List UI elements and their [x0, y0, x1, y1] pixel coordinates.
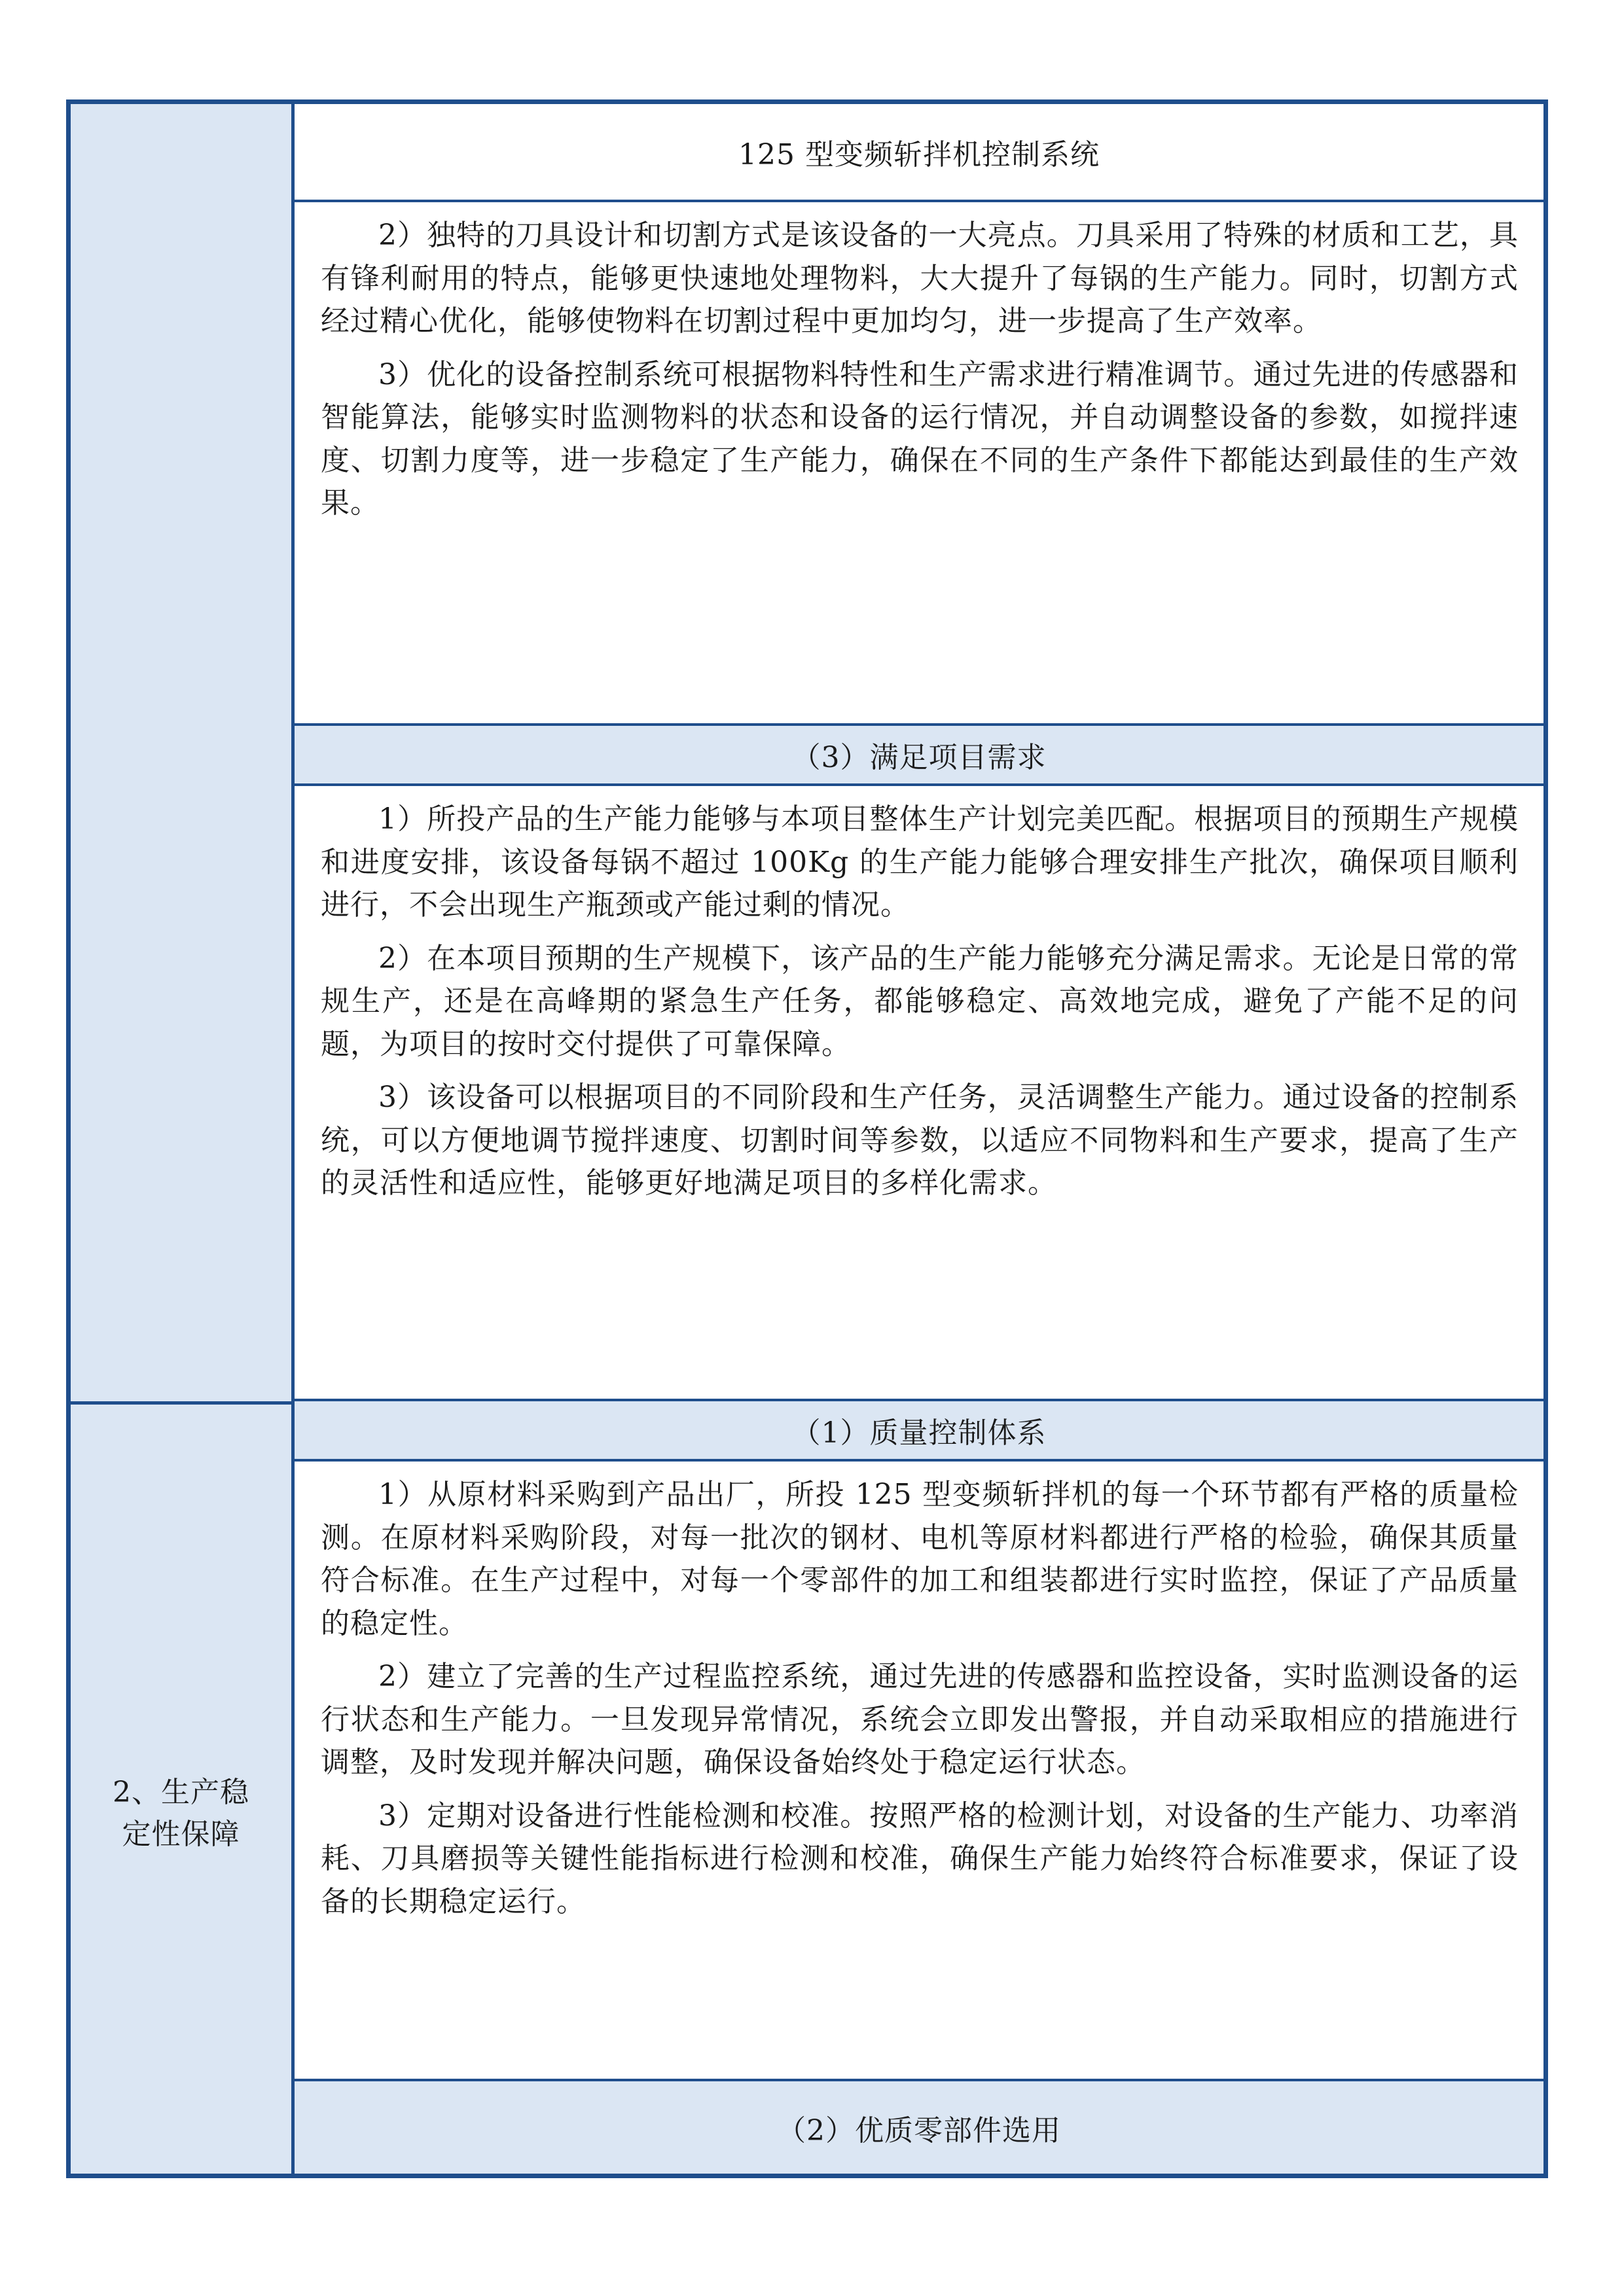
paragraph: 3）定期对设备进行性能检测和校准。按照严格的检测计划，对设备的生产能力、功率消耗、刀具磨损等关键性能指标进行检测和校准，确保生产能力始终符合标准要求，保证了设备的长期稳定运行。 [321, 1799, 1519, 1918]
heading-row-meet-requirements [295, 726, 1543, 786]
section-heading: （3）满足项目需求 [791, 741, 1047, 774]
content-block-3 [295, 1462, 1543, 2081]
section-2-label [71, 1772, 291, 1856]
paragraph: 1）从原材料采购到产品出厂，所投 125 型变频斩拌机的每一个环节都有严格的质量检测。在原材料采购阶段，对每一批次的钢材、电机等原材料都进行严格的检验，确保其质量符合标准。在生产过程中，对每一个零部件的加工和组装都进行实时监控，保证了产品质量的稳定性。 [321, 1478, 1519, 1640]
paragraph: 1）所投产品的生产能力能够与本项目整体生产计划完美匹配。根据项目的预期生产规模和进度安排，该设备每锅不超过 100Kg 的生产能力能够合理安排生产批次，确保项目顺利进行，不会出现生产瓶颈或产能过剩的情况。 [321, 802, 1519, 922]
content-block-2 [295, 786, 1543, 1401]
heading-row-quality-parts [295, 2081, 1543, 2174]
section-heading: （1）质量控制体系 [791, 1416, 1047, 1450]
table-title: 125 型变频斩拌机控制系统 [738, 138, 1100, 171]
left-column-divider [71, 1401, 295, 1405]
left-category-column [71, 104, 295, 2174]
paragraph: 2）建立了完善的生产过程监控系统，通过先进的传感器和监控设备，实时监测设备的运行状态和生产能力。一旦发现异常情况，系统会立即发出警报，并自动采取相应的措施进行调整，及时发现并解决问题，确保设备始终处于稳定运行状态。 [321, 1660, 1519, 1779]
paragraph: 2）在本项目预期的生产规模下，该产品的生产能力能够充分满足需求。无论是日常的常规生产，还是在高峰期的紧急生产任务，都能够稳定、高效地完成，避免了产能不足的问题，为项目的按时交付提供了可靠保障。 [321, 941, 1519, 1061]
title-row [295, 104, 1543, 202]
heading-row-quality-control [295, 1401, 1543, 1462]
section-2-label-line1: 2、生产稳 [113, 1776, 249, 1809]
content-block-1 [295, 202, 1543, 726]
paragraph: 3）该设备可以根据项目的不同阶段和生产任务，灵活调整生产能力。通过设备的控制系统，可以方便地调节搅拌速度、切割时间等参数，以适应不同物料和生产要求，提高了生产的灵活性和适应性，能够更好地满足项目的多样化需求。 [321, 1081, 1519, 1200]
section-2-label-line2: 定性保障 [122, 1818, 240, 1851]
section-heading: （2）优质零部件选用 [777, 2113, 1061, 2147]
document-table [66, 99, 1548, 2178]
paragraph: 3）优化的设备控制系统可根据物料特性和生产需求进行精准调节。通过先进的传感器和智能算法，能够实时监测物料的状态和设备的运行情况，并自动调整设备的参数，如搅拌速度、切割力度等，进一步稳定了生产能力，确保在不同的生产条件下都能达到最佳的生产效果。 [321, 357, 1519, 520]
paragraph: 2）独特的刀具设计和切割方式是该设备的一大亮点。刀具采用了特殊的材质和工艺，具有锋利耐用的特点，能够更快速地处理物料，大大提升了每锅的生产能力。同时，切割方式经过精心优化，能够使物料在切割过程中更加均匀，进一步提高了生产效率。 [321, 219, 1519, 338]
